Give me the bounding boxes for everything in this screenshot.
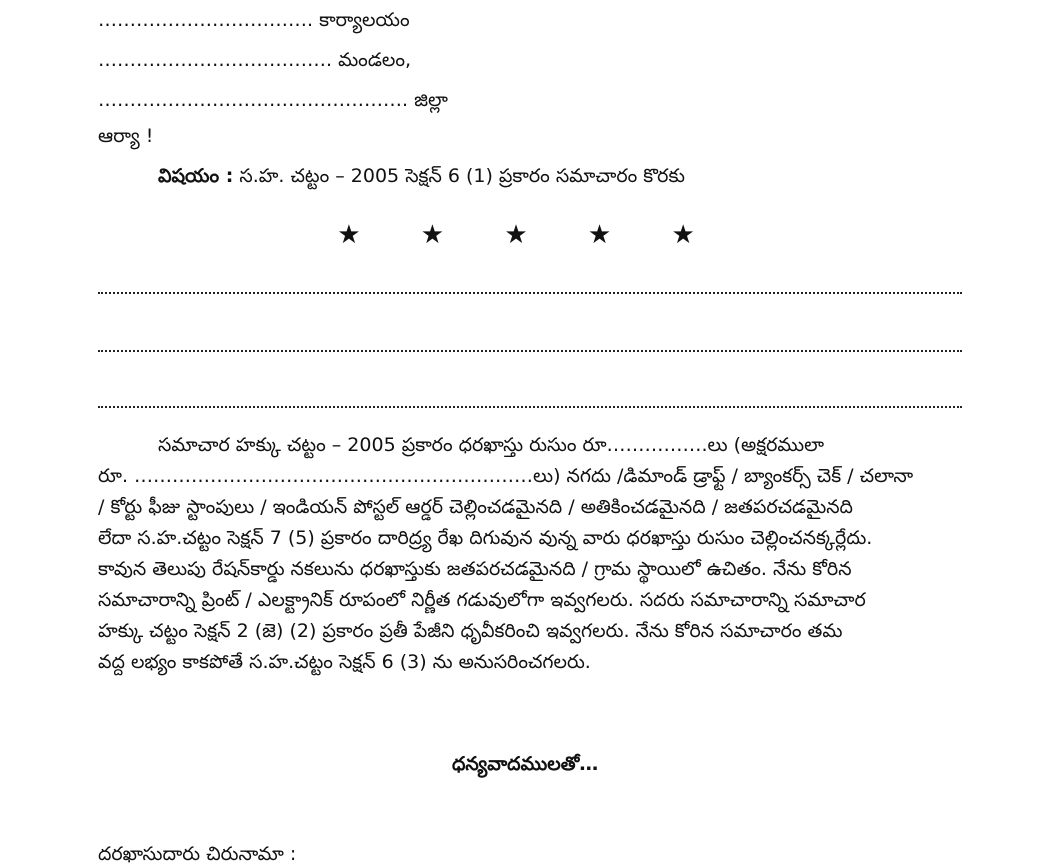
office-line: ……………………………. కార్యాలయం [98, 9, 410, 31]
body-line: సమాచారాన్ని ప్రింట్ / ఎలక్ట్రానిక్ రూపంలో నిర్ణీత గడువులోగా ఇవ్వగలరు. సదరు సమాచారాన్ని సమాచార [98, 589, 866, 611]
body-line: వద్ద లభ్యం కాకపోతే స.హ.చట్టం సెక్షన్ 6 (3) ను అనుసరించగలరు. [98, 651, 591, 673]
body-line: రూ. ………………………………………………………లు) నగదు /డిమాండ్ డ్రాఫ్ట్ / బ్యాంకర్స్ చెక్ / చలానా [98, 465, 914, 487]
district-line: …………………………………………. జిల్లా [98, 89, 448, 111]
body-paragraph [98, 430, 968, 678]
closing-line: ధన్యవాదములతో… [452, 753, 599, 775]
body-line: / కోర్టు ఫీజు స్టాంపులు / ఇండియన్ పోస్టల్ ఆర్డర్ చెల్లించడమైనది / అతికించడమైనది / జతపరచడమైనది [98, 496, 853, 518]
subject-line [158, 164, 685, 188]
blank-dotted-line [98, 350, 962, 352]
address-label: దరఖాసుదారు చిరునామా : [98, 843, 297, 865]
body-line: కావున తెలుపు రేషన్‌కార్డు నకలును ధరఖాస్తుకు జతపరచడమైనది / గ్రామ స్థాయిలో ఉచితం. నేను కోరిన [98, 558, 852, 580]
body-line: లేదా స.హ.చట్టం సెక్షన్ 7 (5) ప్రకారం దారిద్ర్య రేఖ దిగువున వున్న వారు ధరఖాస్తు రుసుం చెల్లించనక్కర్లేదు. [98, 527, 873, 549]
body-line: సమాచార హక్కు చట్టం – 2005 ప్రకారం ధరఖాస్తు రుసుం రూ…………….లు (అక్షరములా [158, 434, 825, 456]
blank-dotted-line [98, 292, 962, 294]
salutation: ఆర్యా ! [98, 125, 154, 147]
subject-text: స.హ. చట్టం – 2005 సెక్షన్ 6 (1) ప్రకారం సమాచారం కొరకు [239, 165, 685, 187]
blank-dotted-line [98, 406, 962, 408]
mandal-line: ………………………………. మండలం, [98, 49, 412, 71]
body-line: హక్కు చట్టం సెక్షన్ 2 (జె) (2) ప్రకారం ప్రతీ పేజీని ధృవీకరించి ఇవ్వగలరు. నేను కోరిన సమాచారం తమ [98, 620, 843, 642]
star-separator: ★ ★ ★ ★ ★ [337, 220, 721, 250]
subject-label: విషయం : [158, 165, 234, 187]
